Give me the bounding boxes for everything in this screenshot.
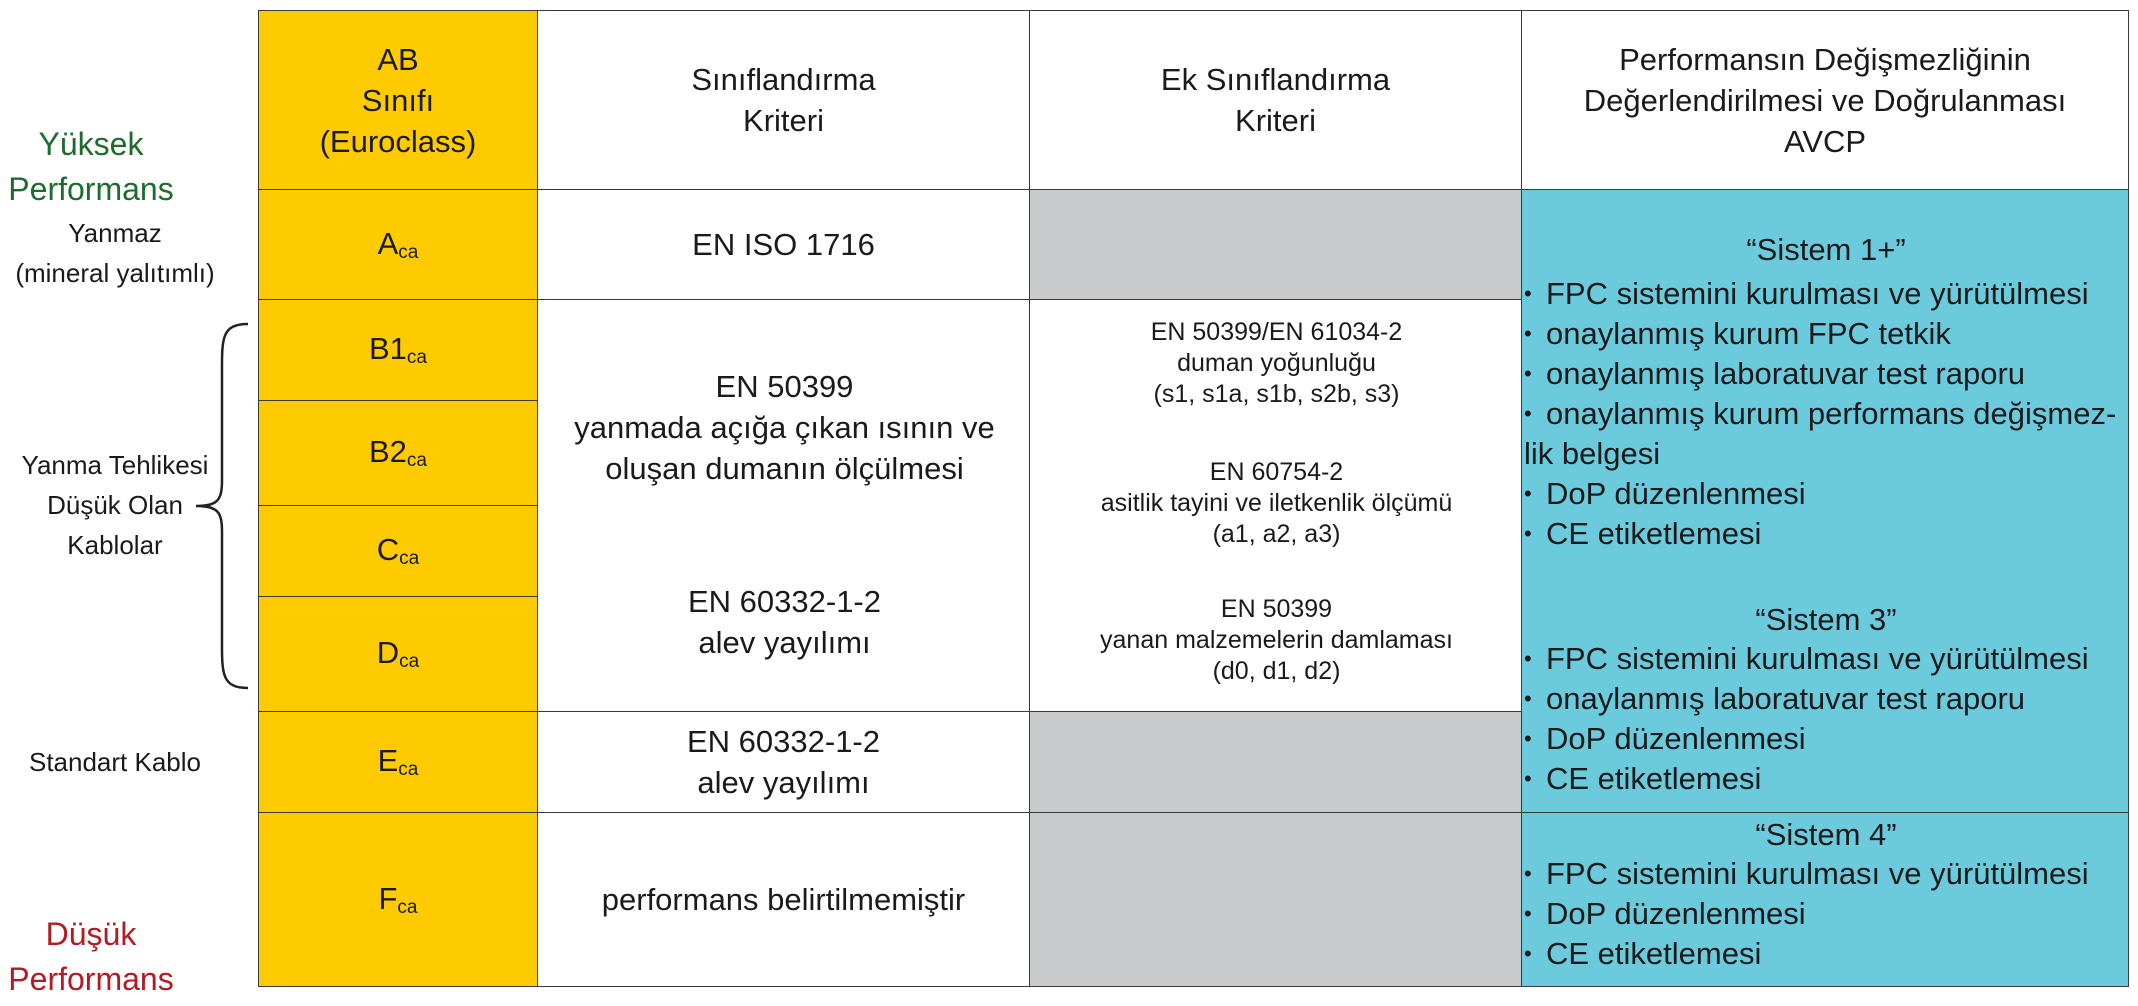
- low-hazard-cables-label: Yanma Tehlikesi Düşük Olan Kablolar: [21, 450, 209, 560]
- header-classification: [537, 10, 1030, 190]
- class-f: $F_{ca}$: [378, 880, 418, 918]
- extra-smoke-density: EN 50399/EN 61034-2 duman yoğunluğu (s1, s1a, s1b, s2b, s3): [1150, 318, 1403, 408]
- extra-b-d-cell: [1029, 299, 1522, 712]
- criteria-f: performans belirtilmemiştir: [601, 882, 966, 917]
- list-item: • FPC sistemini kurulması ve yürütülmesi: [1522, 639, 2126, 679]
- class-a-cell: [258, 189, 538, 300]
- list-item: • onaylanmış kurum performans değişmez-: [1522, 394, 2126, 434]
- criteria-flame-spread: EN 60332-1-2 alev yayılımı: [687, 584, 881, 660]
- low-performance-label: Düşük Performans: [8, 916, 174, 997]
- class-b2: $B2_{ca}$: [369, 434, 427, 471]
- curly-brace-icon: [190, 320, 254, 692]
- nonflammable-label: Yanmaz (mineral yalıtımlı): [15, 218, 215, 288]
- avcp-system-4-cell: [1521, 812, 2129, 987]
- extra-a-empty: [1029, 189, 1522, 300]
- class-e: $E_{ca}$: [377, 743, 419, 780]
- header-avcp: [1521, 10, 2129, 190]
- list-item: • FPC sistemini kurulması ve yürütülmesi: [1522, 274, 2126, 314]
- header-extra-classification-text: Ek Sınıflandırma Kriteri: [1160, 62, 1391, 138]
- criteria-a: EN ISO 1716: [692, 227, 875, 262]
- header-classification-text: Sınıflandırma Kriteri: [691, 62, 876, 138]
- list-item: • onaylanmış laboratuvar test raporu: [1522, 354, 2126, 394]
- high-performance-label: Yüksek Performans: [8, 126, 174, 207]
- criteria-heat-smoke: EN 50399 yanmada açığa çıkan ısının ve oluşan dumanın ölçülmesi: [574, 369, 995, 486]
- list-item: • FPC sistemini kurulması ve yürütülmesi: [1522, 854, 2126, 894]
- extra-f-empty: [1029, 812, 1522, 987]
- header-euroclass: [258, 10, 538, 190]
- extra-e-empty: [1029, 711, 1522, 813]
- criteria-e: EN 60332-1-2 alev yayılımı: [686, 724, 880, 800]
- avcp-system-3-title: “Sistem 3”: [1755, 602, 1897, 637]
- list-item: • DoP düzenlenmesi: [1522, 474, 2126, 514]
- avcp-system-4-list: [1522, 854, 2126, 974]
- list-item: • onaylanmış laboratuvar test raporu: [1522, 679, 2126, 719]
- class-b1: $B1_{ca}$: [369, 331, 427, 368]
- class-c-cell: [258, 505, 538, 597]
- class-f-cell: [258, 812, 538, 987]
- avcp-system-3-list: [1522, 639, 2126, 799]
- avcp-system-4-title: “Sistem 4”: [1755, 817, 1897, 852]
- list-item: • CE etiketlemesi: [1522, 514, 2126, 554]
- criteria-a-cell: [537, 189, 1030, 300]
- criteria-b-d-cell: [537, 299, 1030, 712]
- header-extra-classification: [1029, 10, 1522, 190]
- avcp-system-1-title: “Sistem 1+”: [1746, 232, 1906, 267]
- criteria-f-cell: [537, 812, 1030, 987]
- class-a: $A_{ca}$: [377, 225, 419, 263]
- avcp-system-1-list: [1522, 274, 2126, 554]
- extra-flaming-droplets: EN 50399 yanan malzemelerin damlaması (d0, d1, d2): [1100, 595, 1453, 685]
- list-item: • DoP düzenlenmesi: [1522, 719, 2126, 759]
- list-item: • CE etiketlemesi: [1522, 759, 2126, 799]
- list-item-continuation: lik belgesi: [1524, 436, 1661, 471]
- class-b1-cell: [258, 299, 538, 401]
- class-d-cell: [258, 596, 538, 712]
- list-item: • CE etiketlemesi: [1522, 934, 2126, 974]
- extra-acidity: EN 60754-2 asitlik tayini ve iletkenlik ölçümü (a1, a2, a3): [1100, 458, 1453, 548]
- criteria-e-cell: [537, 711, 1030, 813]
- avcp-system-1-cell: [1521, 189, 2129, 598]
- header-euroclass-text: AB Sınıfı (Euroclass): [319, 41, 477, 159]
- class-d: $D_{ca}$: [376, 635, 420, 672]
- standard-cable-label: Standart Kablo: [28, 747, 201, 777]
- header-avcp-text: Performansın Değişmezliğinin Değerlendirilmesi ve Doğrulanması AVCP: [1583, 41, 2067, 159]
- class-e-cell: [258, 711, 538, 813]
- class-b2-cell: [258, 400, 538, 506]
- class-c: $C_{ca}$: [376, 532, 420, 569]
- list-item: • onaylanmış kurum FPC tetkik: [1522, 314, 2126, 354]
- list-item: • DoP düzenlenmesi: [1522, 894, 2126, 934]
- avcp-system-3-cell: [1521, 597, 2129, 813]
